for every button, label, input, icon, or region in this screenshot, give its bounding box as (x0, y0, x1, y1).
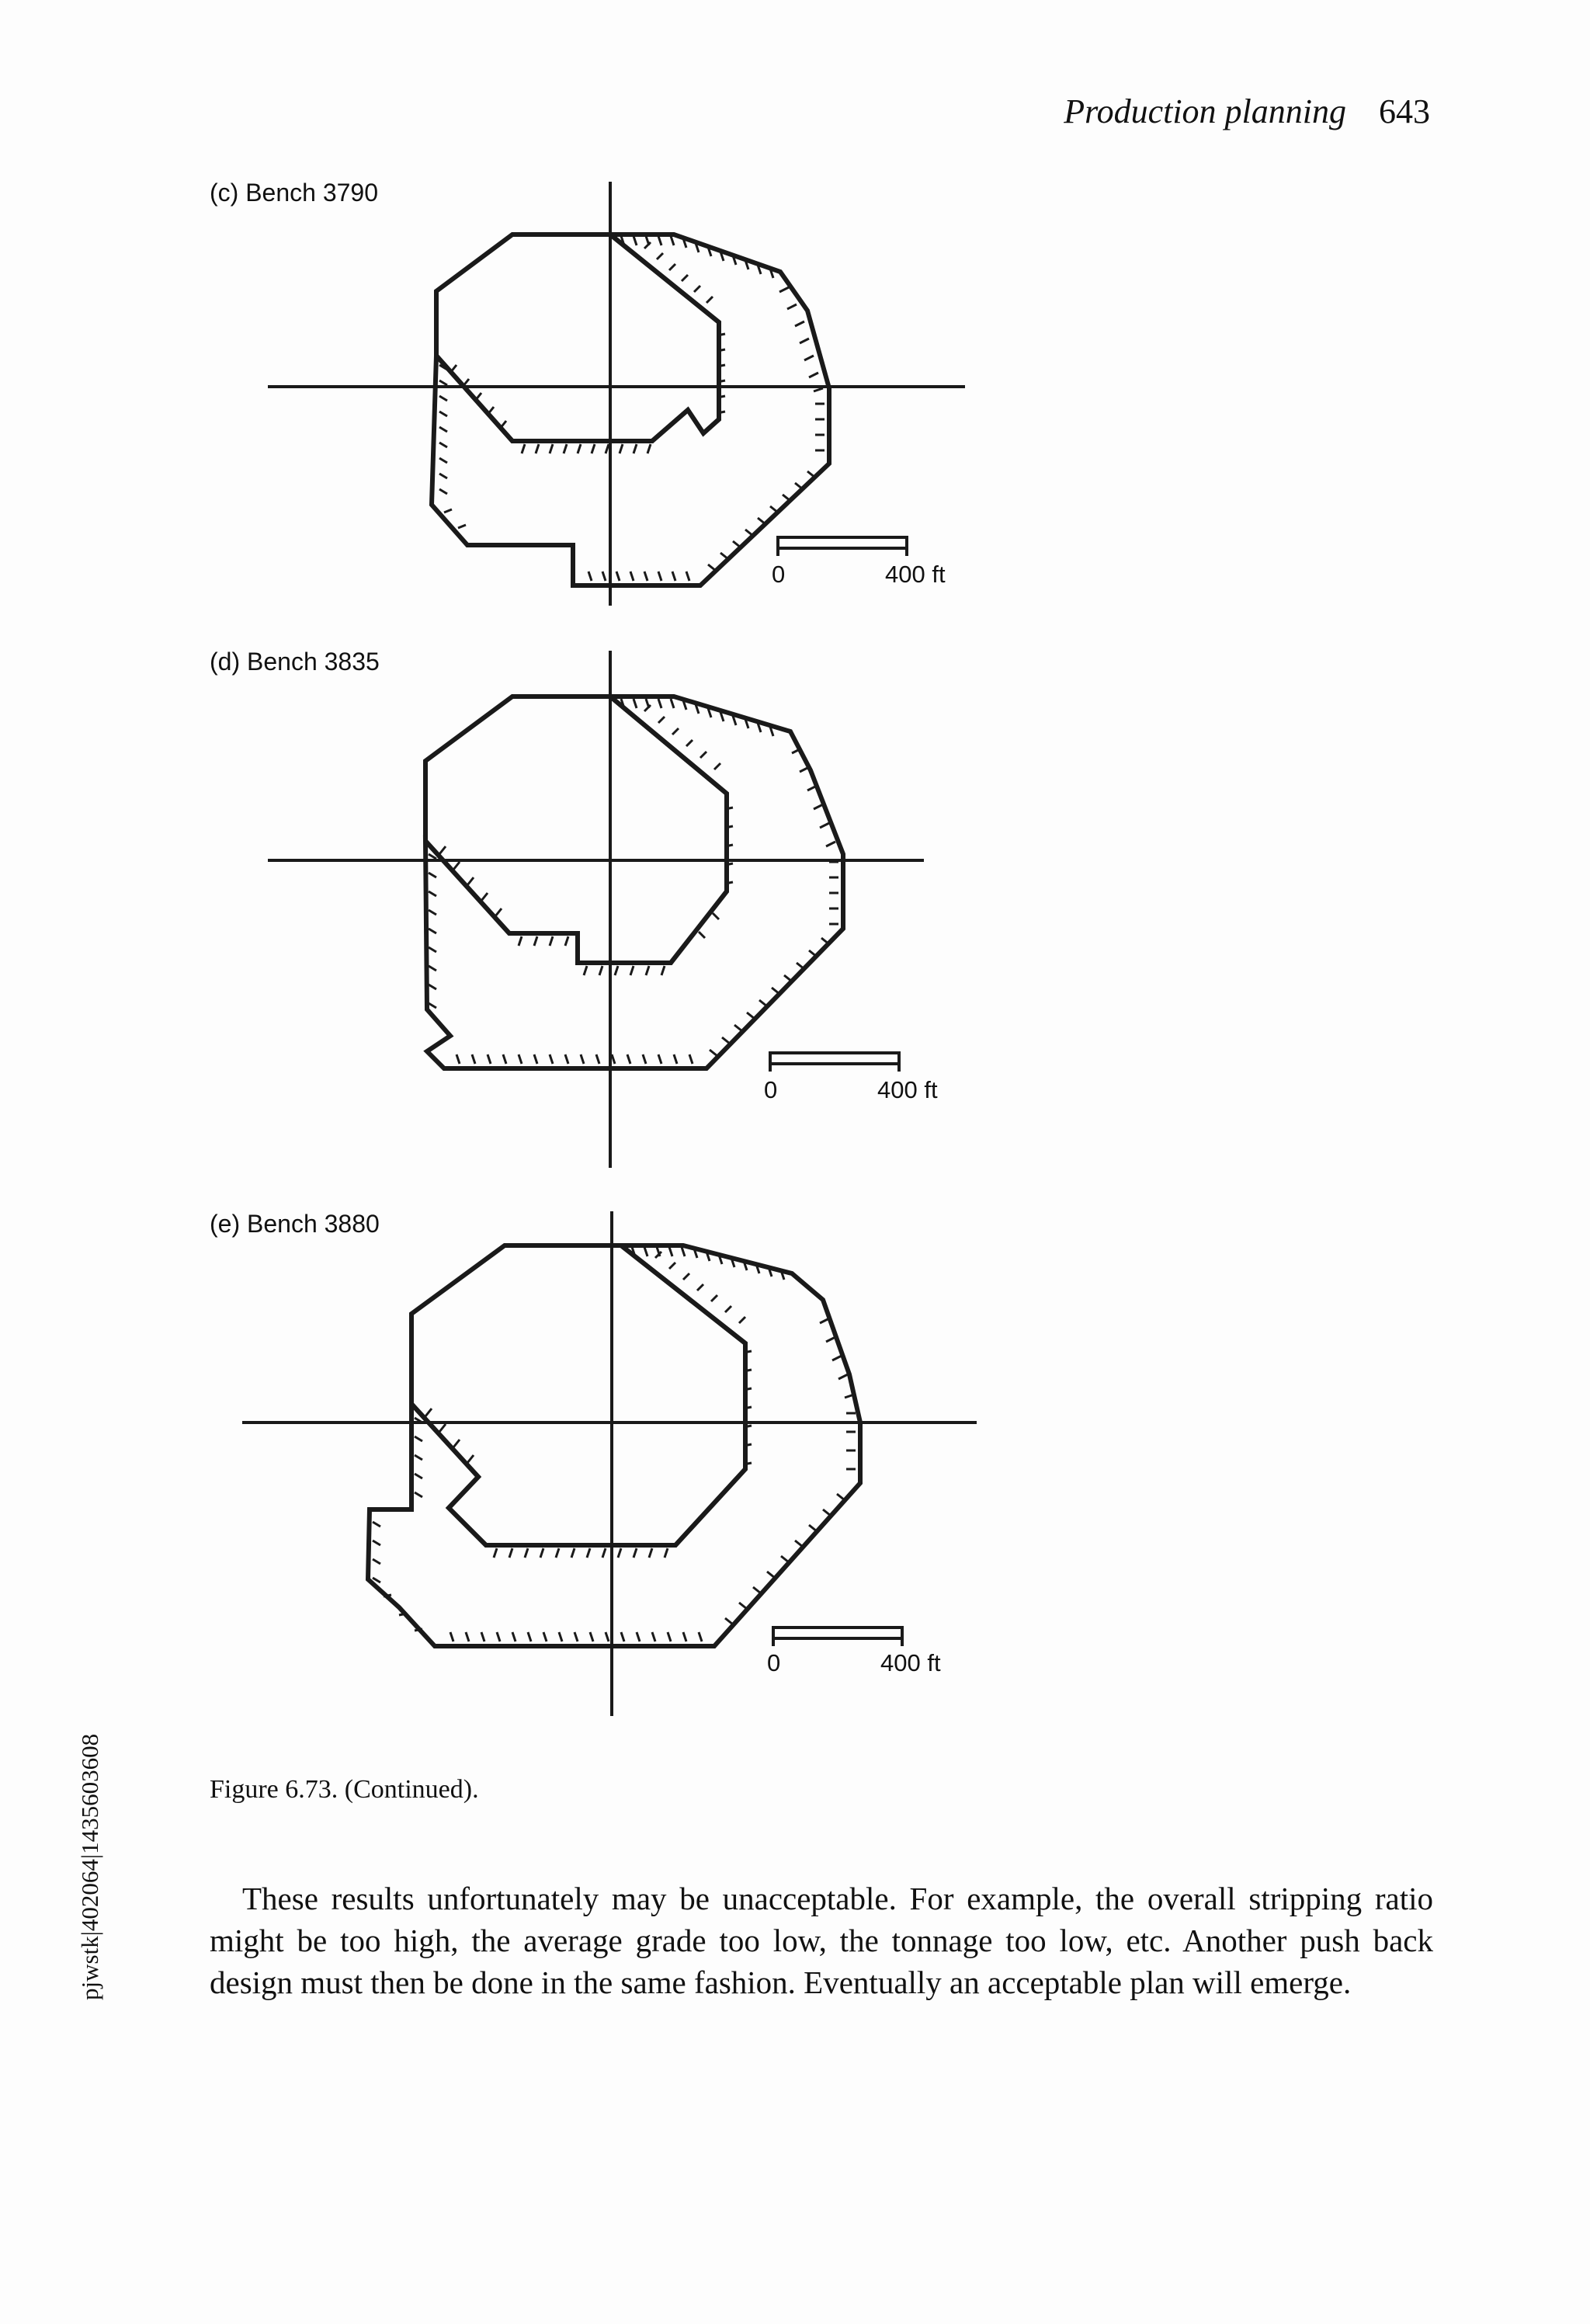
panel-c-scale-bar (778, 536, 907, 556)
figure-caption: Figure 6.73. (Continued). (210, 1775, 479, 1804)
running-head-title: Production planning (1064, 92, 1346, 130)
panel-e-inner-outline (411, 1245, 745, 1545)
panel-c-drawing (268, 182, 965, 606)
panel-e-outer-outline (368, 1245, 860, 1646)
panel-d-hatching (429, 699, 838, 1064)
panel-c-scale-end: 400 ft (885, 561, 946, 588)
panel-c-scale-zero: 0 (772, 561, 786, 588)
panel-d-scale-zero: 0 (764, 1076, 778, 1103)
panel-e-drawing (242, 1211, 977, 1716)
panel-d-outer-outline (425, 697, 843, 1068)
body-paragraph: These results unfortunately may be unacceptable. For example, the overall stripping ratio might be too high, the average grade too low, the tonnage too low, etc. Another push back design must then be done in the same fashion. Eventually an acceptable plan will emerge. (210, 1881, 1433, 2000)
panel-d-inner-outline (425, 697, 727, 963)
panel-d-scale-bar (770, 1051, 899, 1072)
panel-e-hatching (373, 1247, 856, 1641)
panel-d-label: (d) Bench 3835 (210, 648, 380, 676)
page-number: 643 (1379, 92, 1430, 130)
panel-c-hatching (439, 236, 825, 581)
panel-c-label: (c) Bench 3790 (210, 179, 379, 207)
panel-d-scale-end: 400 ft (877, 1076, 938, 1103)
panel-d-drawing (268, 651, 924, 1168)
panel-e-label: (e) Bench 3880 (210, 1210, 380, 1238)
side-identifier: pjwstk|402064|1435603608 (76, 1733, 103, 2000)
panel-e-scale-end: 400 ft (880, 1649, 941, 1676)
panel-c-inner-outline (436, 234, 719, 441)
panel-e-scale-bar (773, 1626, 902, 1646)
panel-e-scale-zero: 0 (767, 1649, 781, 1676)
